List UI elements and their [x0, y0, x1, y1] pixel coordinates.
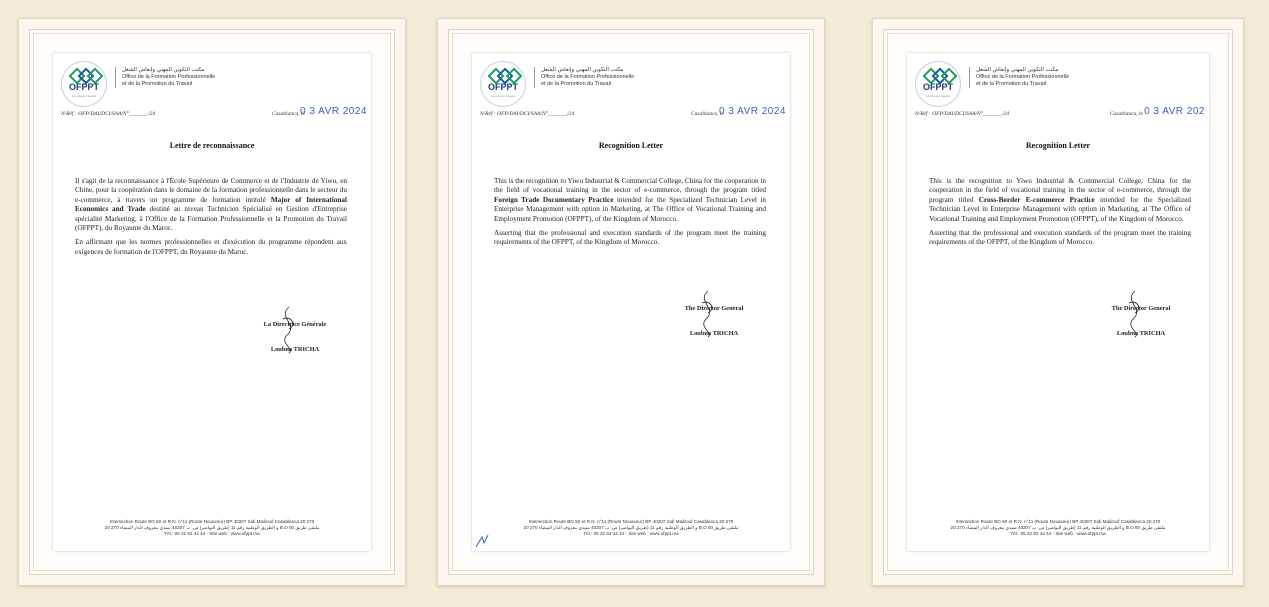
- ofppt-logo: [61, 61, 107, 107]
- footer-address-arabic: ملتقى طريق 50 B.O و الطريق الوطنية رقم 11 (طريق النواصر) ص. ب 40207 سيدي معروف الدار البيضاء 270 20: [950, 525, 1166, 530]
- letter-body: [75, 177, 347, 262]
- signature-block: [664, 305, 764, 337]
- org-name-arabic: مكتب التكوين المهني وإنعاش الشغل: [122, 67, 205, 73]
- logo-text: OFPPT: [68, 82, 99, 92]
- date-stamp: 0 3 AVR 2024: [300, 106, 367, 117]
- date-stamp: 0 3 AVR 2024: [719, 106, 786, 117]
- letter-paragraph-2: Asserting that the professional and execution standards of the program meet the training requirements of the OFPPT, of the Kingdom of Morocco.: [929, 229, 1191, 247]
- org-name-line2: et de la Promotion du Travail: [541, 81, 612, 87]
- logo-tagline: La voie de l'avenir: [490, 94, 516, 98]
- logo-text: OFPPT: [487, 82, 518, 92]
- ofppt-logo: [915, 61, 961, 107]
- letter-title: Lettre de reconnaissance: [169, 141, 255, 150]
- ofppt-logo: [480, 61, 526, 107]
- signature-block: [245, 321, 345, 353]
- letter-body: [929, 177, 1191, 253]
- reference-line: [915, 106, 1205, 123]
- org-name-line1: Office de la Formation Professionnelle: [122, 74, 216, 80]
- place-label: Casablanca, le: [272, 111, 305, 117]
- corner-initial-mark: [474, 533, 490, 549]
- letter-footer: [907, 519, 1209, 537]
- place-label: Casablanca, le: [691, 111, 724, 117]
- logo-tagline: La voie de l'avenir: [925, 94, 951, 98]
- letter-title: Recognition Letter: [1025, 141, 1091, 150]
- logo-text: OFPPT: [922, 82, 953, 92]
- footer-address: Intersection Route BO 50 et R.N. n°11 (Route Nouaceur) BP 40207 Sidi Maârouf Casablanca 20 270: [109, 519, 315, 524]
- organization-name: [534, 67, 634, 88]
- organization-name: [115, 67, 215, 88]
- signer-role: La Directrice Générale: [263, 321, 327, 328]
- reference-number: N/Réf : OFP/DAI/DCI/SAA/N°_______/24: [480, 111, 575, 117]
- letter-footer: [53, 519, 371, 537]
- signer-role: The Director General: [1111, 305, 1171, 312]
- letter-body: [494, 177, 766, 253]
- program-title: Foreign Trade Documentary Practice: [494, 195, 614, 204]
- place-label: Casablanca, le: [1110, 111, 1143, 117]
- letter-frame-3: [872, 18, 1244, 586]
- handwritten-signature: [1115, 289, 1155, 339]
- signer-name: Loubna TRICHA: [1116, 330, 1166, 337]
- footer-address: Intersection Route BO 50 et R.N. n°11 (Route Nouaceur) BP 40207 Sidi Maârouf Casablanca 20 270: [955, 519, 1161, 524]
- letter-paragraph-2: En affirmant que les normes professionnelles et d'exécution du programme répondent aux exigences de formation de l'OFPPT, du Royaume du Maroc.: [75, 238, 347, 256]
- footer-contact: Tél.: 05 22 63 44 44 - Site web : www.ofppt.ma: [1010, 531, 1106, 536]
- letter-paragraph-1: This is the recognition to Yiwu Industrial & Commercial College, China for the cooperation in the field of vocational training in the sector of e-commerce, through the program titled Foreign Trade Documentary Practice intended for the Specialized Technician Level in Enterprise Management with option in Marketing, at The Office of Vocational Training and Employment Promotion (OFPPT), of the Kingdom of Morocco.: [494, 177, 766, 223]
- reference-line: [480, 106, 786, 123]
- footer-contact: Tél.: 05 22 63 44 44 - Site web : www.ofppt.ma: [583, 531, 679, 536]
- letter-paragraph-2: Asserting that the professional and execution standards of the program meet the training requirements of the OFPPT, of the Kingdom of Morocco.: [494, 229, 766, 247]
- footer-address: Intersection Route BO 50 et R.N. n°11 (Route Nouaceur) BP 40207 Sidi Maârouf Casablanca 20 270: [528, 519, 734, 524]
- letter-paragraph-1: Il s'agit de la reconnaissance à l'École Supérieure de Commerce et de l'Industrie de Yiwu, en Chine, pour la coopération dans le domaine de la formation professionnelle dans le secteur du e-commerce, à travers un programme de formation intitulé Major of International Economics and Trade destiné au niveau Technicien Spécialisé en Gestion d'Entreprise spécialité Marketing, à l'Office de la Formation Professionnelle et la Promotion du Travail (OFPPT), du Royaume du Maroc.: [75, 177, 347, 233]
- org-name-arabic: مكتب التكوين المهني وإنعاش الشغل: [541, 67, 624, 73]
- signer-role: The Director General: [684, 305, 744, 312]
- date-stamp: 0 3 AVR 202: [1144, 106, 1205, 117]
- letter-frame-1: [18, 18, 406, 586]
- letter-document-3: [907, 53, 1209, 551]
- letter-title: Recognition Letter: [598, 141, 664, 150]
- logo-mark-icon: [489, 70, 517, 80]
- org-name-line2: et de la Promotion du Travail: [122, 81, 193, 87]
- handwritten-signature: [688, 289, 728, 339]
- letter-document-1: [53, 53, 371, 551]
- organization-name: [969, 67, 1069, 88]
- letter-frame-2: [437, 18, 825, 586]
- handwritten-signature: [269, 305, 309, 355]
- logo-mark-icon: [70, 70, 98, 80]
- footer-contact: Tél.: 05 22 63 44 44 - Site web : www.ofppt.ma: [164, 531, 260, 536]
- program-title: Cross-Border E-commerce Practice: [978, 195, 1095, 204]
- signer-name: Loubna TRICHA: [689, 330, 739, 337]
- letter-paragraph-1: This is the recognition to Yiwu Industrial & Commercial College, China for the cooperation in the field of vocational training in the sector of e-commerce, through the program titled Cross-Border E-commerce Practice intended for the Specialized Technician Level in Enterprise Management with option in Marketing, at The Office of Vocational Training and Employment Promotion (OFPPT), of the Kingdom of Morocco.: [929, 177, 1191, 223]
- logo-tagline: La voie de l'avenir: [71, 94, 97, 98]
- org-name-line1: Office de la Formation Professionnelle: [976, 74, 1070, 80]
- org-name-line1: Office de la Formation Professionnelle: [541, 74, 635, 80]
- letter-document-2: [472, 53, 790, 551]
- footer-address-arabic: ملتقى طريق 50 B.O و الطريق الوطنية رقم 11 (طريق النواصر) ص. ب 40207 سيدي معروف الدار البيضاء 270 20: [523, 525, 739, 530]
- org-name-arabic: مكتب التكوين المهني وإنعاش الشغل: [976, 67, 1059, 73]
- footer-address-arabic: ملتقى طريق 50 B.O و الطريق الوطنية رقم 11 (طريق النواصر) ص. ب 40207 سيدي معروف الدار البيضاء 270 20: [104, 525, 320, 530]
- letter-footer: [472, 519, 790, 537]
- reference-number: N/Réf : OFP/DAI/DCI/SAA/N°_______/24: [61, 111, 156, 117]
- signer-name: Loubna TRICHA: [270, 346, 320, 353]
- program-title: Major of International Economics and Trade: [75, 195, 347, 214]
- logo-mark-icon: [924, 70, 952, 80]
- reference-line: [61, 106, 367, 123]
- signature-block: [1091, 305, 1191, 337]
- org-name-line2: et de la Promotion du Travail: [976, 81, 1047, 87]
- reference-number: N/Réf : OFP/DAI/DCI/SAA/N°_______/24: [915, 111, 1010, 117]
